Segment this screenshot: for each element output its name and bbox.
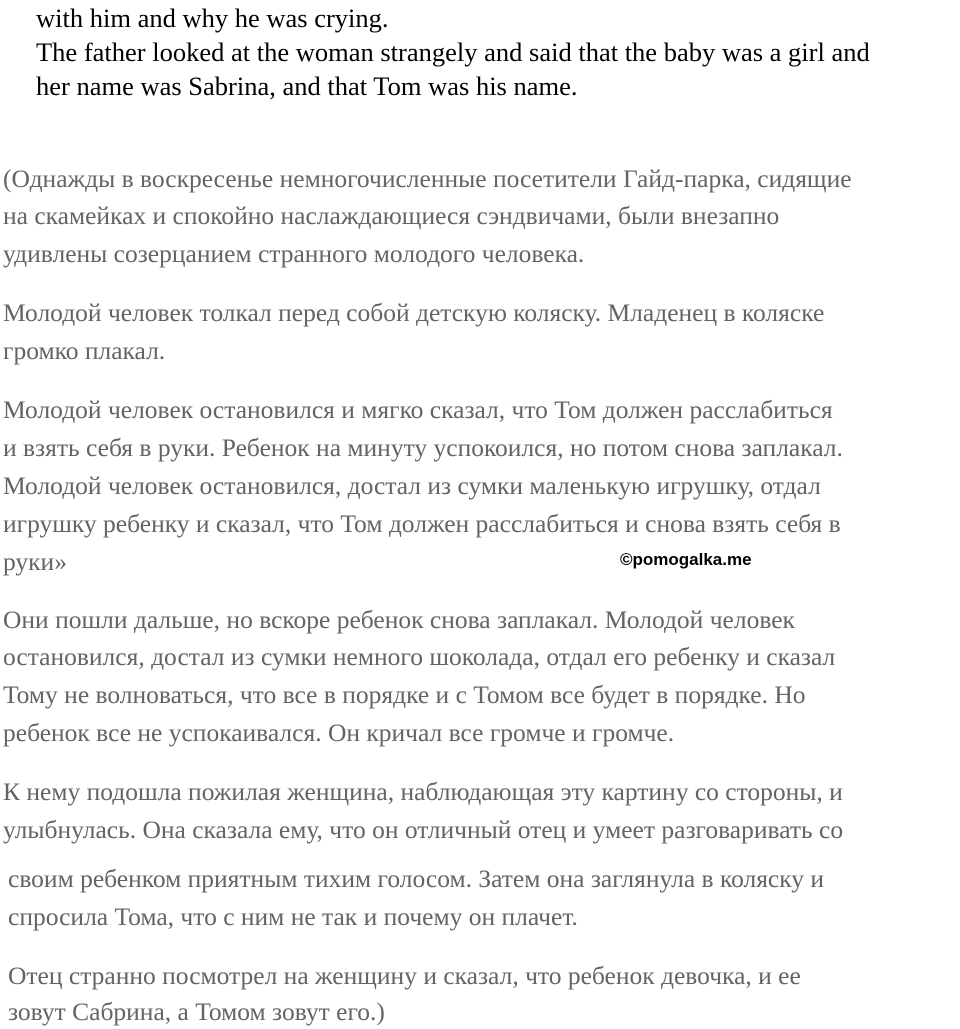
text-line: Отец странно посмотрел на женщину и сказал, что ребенок девочка, и ее <box>8 961 801 990</box>
text-line: руки» <box>3 547 67 576</box>
text-line: Молодой человек толкал перед собой детскую коляску. Младенец в коляске <box>3 298 825 327</box>
text-line: Молодой человек остановился, достал из сумки маленькую игрушку, отдал <box>3 471 821 500</box>
text-line: своим ребенком приятным тихим голосом. Затем она заглянула в коляску и <box>8 864 825 893</box>
text-line: (Однажды в воскресенье немногочисленные посетители Гайд-парка, сидящие <box>3 164 852 193</box>
text-line: громко плакал. <box>3 336 166 365</box>
english-line: The father looked at the woman strangely and said that the baby was a girl and <box>36 37 870 67</box>
text-line: зовут Сабрина, а Томом зовут его.) <box>8 997 385 1026</box>
text-line: ребенок все не успокаивался. Он кричал все громче и громче. <box>3 718 675 747</box>
text-line: остановился, достал из сумки немного шоколада, отдал его ребенку и сказал <box>3 642 836 671</box>
text-line: Тому не волноваться, что все в порядке и с Томом все будет в порядке. Но <box>3 680 806 709</box>
english-line: with him and why he was crying. <box>36 3 389 33</box>
text-line: игрушку ребенку и сказал, что Том должен расслабиться и снова взять себя в <box>3 509 841 538</box>
text-line: и взять себя в руки. Ребенок на минуту успокоился, но потом снова заплакал. <box>3 433 843 462</box>
text-line: Они пошли дальше, но вскоре ребенок снова заплакал. Молодой человек <box>3 605 795 634</box>
text-line: К нему подошла пожилая женщина, наблюдающая эту картину со стороны, и <box>3 777 843 806</box>
text-line: Молодой человек остановился и мягко сказал, что Том должен расслабиться <box>3 395 833 424</box>
english-line: her name was Sabrina, and that Tom was his name. <box>36 71 578 101</box>
text-line: спросила Тома, что с ним не так и почему он плачет. <box>8 902 578 931</box>
watermark: ©pomogalka.me <box>620 550 752 569</box>
text-line: на скамейках и спокойно наслаждающиеся сэндвичами, были внезапно <box>3 201 780 230</box>
text-line: удивлены созерцанием странного молодого человека. <box>3 239 585 268</box>
text-line: улыбнулась. Она сказала ему, что он отличный отец и умеет разговаривать со <box>3 815 844 844</box>
